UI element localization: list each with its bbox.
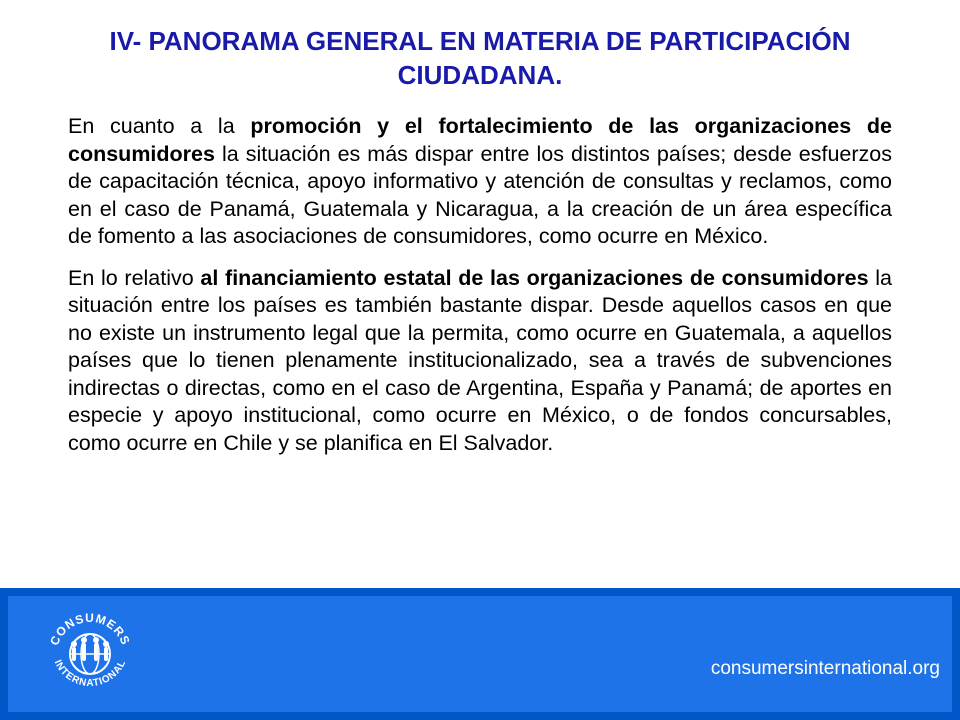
logo-top-text: CONSUMERS <box>47 611 133 648</box>
svg-text:CONSUMERS <box>47 611 133 647</box>
paragraph-2 <box>68 265 892 458</box>
paragraph-1-bold: promoción y el fortalecimiento de las organizaciones de consumidores <box>68 114 892 166</box>
paragraph-2-intro: En lo relativo <box>68 265 201 290</box>
title-line-1: IV- PANORAMA GENERAL EN MATERIA DE PARTICIPACIÓN <box>109 26 851 56</box>
slide-title <box>0 24 960 92</box>
paragraph-2-bold: al financiamiento estatal de las organizaciones de consumidores <box>200 265 869 290</box>
logo-bottom-text: INTERNATIONAL <box>51 658 129 689</box>
consumers-international-logo-icon <box>38 602 142 706</box>
footer-bar <box>0 588 960 720</box>
website-url: consumersinternational.org <box>710 658 940 679</box>
paragraph-2-rest: la situación entre los países es también bastante dispar. Desde aquellos casos en que no existe un instrumento legal que la permita, como ocurre en Guatemala, a aquellos países que lo tienen plenamente institucionalizado, sea a través de subvenciones indirectas o directas, como en el caso de Argentina, España y Panamá; de aportes en especie y apoyo institucional, como ocurre en México, o de fondos concursables, como ocurre en Chile y se planifica en El Salvador. <box>68 265 893 455</box>
title-line-2: CIUDADANA. <box>397 60 563 90</box>
slide-body <box>68 113 892 471</box>
footer-inner <box>8 596 952 712</box>
paragraph-1-intro: En cuanto a la <box>68 114 251 138</box>
paragraph-1 <box>68 113 892 251</box>
paragraph-1-rest: la situación es más dispar entre los distintos países; desde esfuerzos de capacitación técnica, apoyo informativo y atención de consultas y reclamos, como en el caso de Panamá, Guatemala y Nicaragua, a la creación de un área específica de fomento a las asociaciones de consumidores, como ocurre en México. <box>68 141 892 248</box>
